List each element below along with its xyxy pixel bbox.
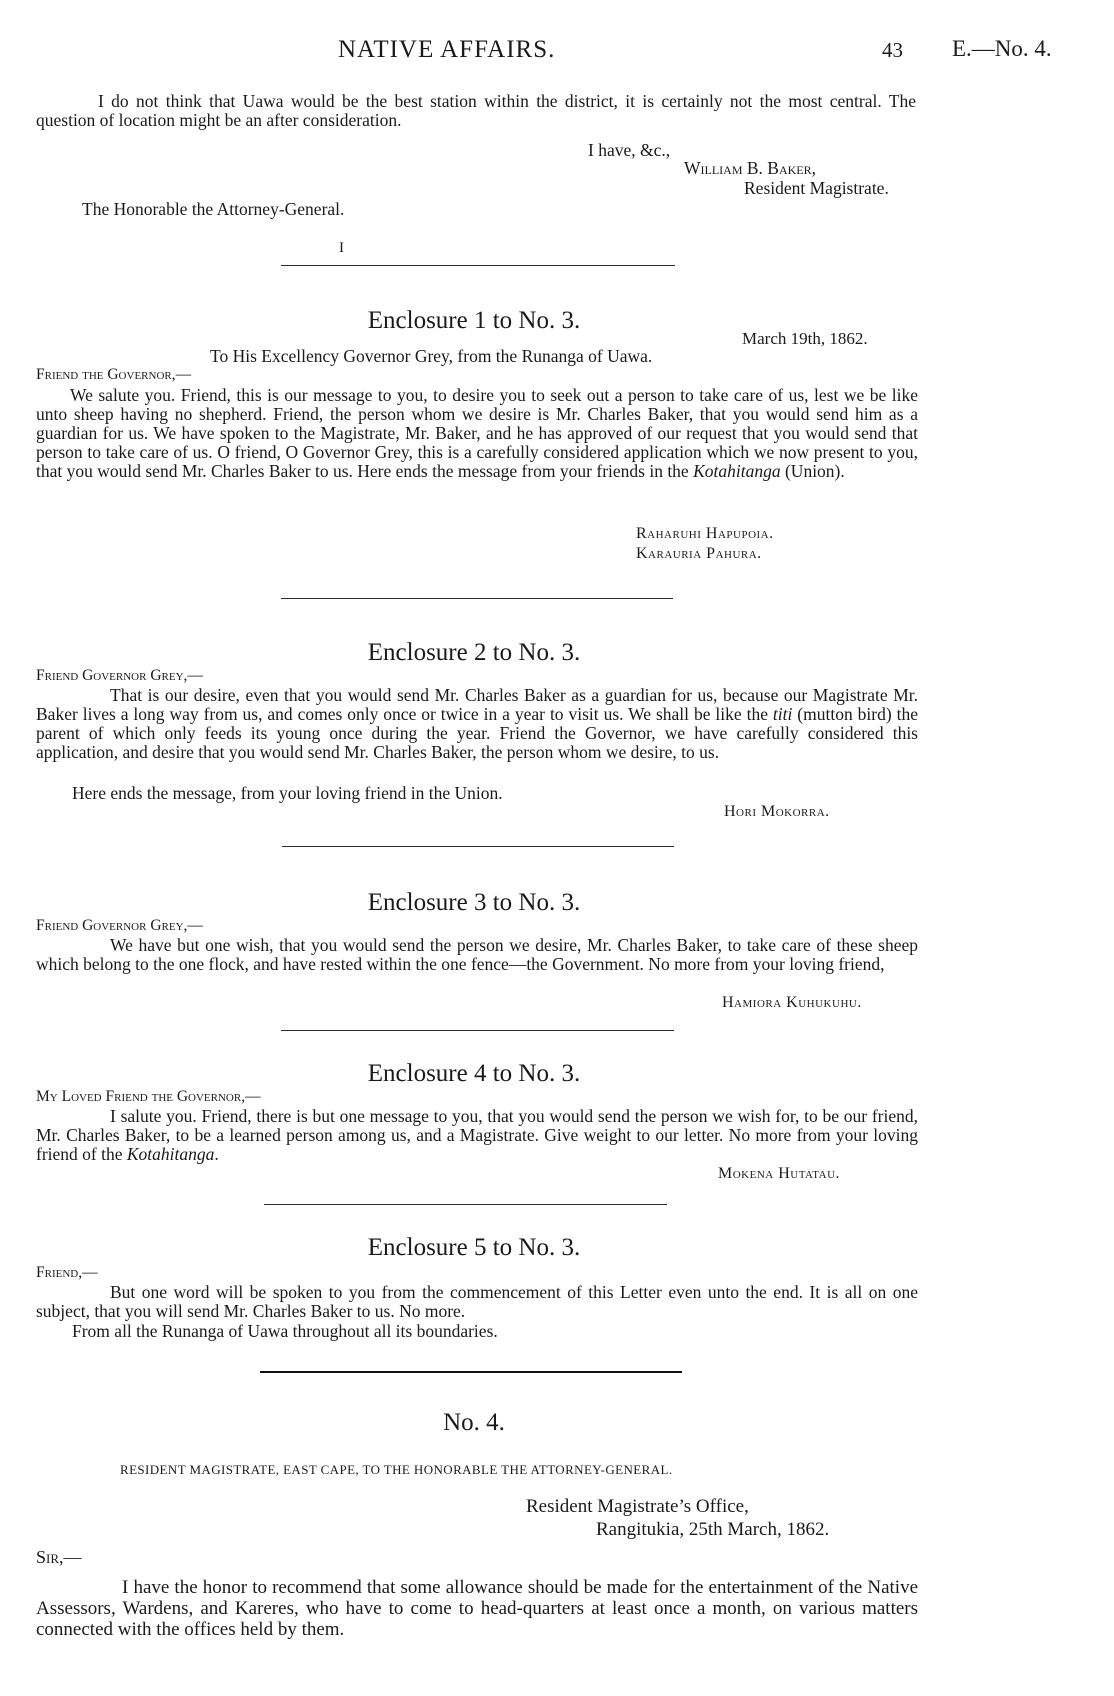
enclosure-4-body-text-b: . <box>214 1144 219 1164</box>
enclosure-1-body-text-b: (Union). <box>780 461 845 481</box>
no4-body: I have the honor to recommend that some allowance should be made for the entertainment of the Native Assessors, Wardens, and Kareres, who have to come to head-quarters at least once a month, on various matters connected with the offices held by them. <box>36 1577 918 1640</box>
page-number: 43 <box>882 38 903 62</box>
enclosure-2-salutation: Friend Governor Grey,— <box>36 667 203 684</box>
enclosure-1-body-italic: Kotahitanga <box>693 461 781 481</box>
enclosure-1-signature-1: Raharuhi Hapupoia. <box>636 525 774 542</box>
enclosure-1-salutation: Friend the Governor,— <box>36 366 192 383</box>
enclosure-1-body <box>36 386 918 481</box>
enclosure-3-heading: Enclosure 3 to No. 3. <box>367 889 581 916</box>
page-header-title: NATIVE AFFAIRS. <box>338 36 556 63</box>
divider-rule-1 <box>281 265 675 266</box>
enclosure-4-salutation: My Loved Friend the Governor,— <box>36 1088 261 1105</box>
top-letter-paragraph: I do not think that Uawa would be the best station within the district, it is certainly not the most central. The question of location might be an after consideration. <box>36 91 916 130</box>
enclosure-1-date: March 19th, 1862. <box>742 329 868 348</box>
document-reference: E.—No. 4. <box>952 36 1052 61</box>
enclosure-4-body-italic: Kotahitanga <box>126 1144 215 1164</box>
enclosure-2-heading: Enclosure 2 to No. 3. <box>367 639 581 666</box>
enclosure-1-to-line: To His Excellency Governor Grey, from the Runanga of Uawa. <box>210 346 653 366</box>
enclosure-1-signature-2: Karauria Pahura. <box>636 545 762 562</box>
enclosure-4-body <box>36 1107 918 1164</box>
enclosure-2-body-text-a: That is our desire, even that you would send Mr. Charles Baker as a guardian for us, because our Magistrate Mr. Baker lives a long way from us, and comes only once or twice in a year to visit us. We shall be like the <box>36 685 918 724</box>
enclosure-4-body-text-a: I salute you. Friend, there is but one message to you, that you would send the person we wish for, to be our friend, Mr. Charles Baker, to be a learned person among us, and a Magistrate. Give weight to our letter. No more from your loving friend of the <box>36 1106 918 1164</box>
top-letter-addressee: The Honorable the Attorney-General. <box>82 199 345 219</box>
no4-subheading: RESIDENT MAGISTRATE, EAST CAPE, TO THE HONORABLE THE ATTORNEY-GENERAL. <box>120 1462 673 1477</box>
enclosure-2-signature: Hori Mokorra. <box>724 803 830 820</box>
enclosure-2-body <box>36 686 918 762</box>
no4-office: Resident Magistrate’s Office, <box>526 1496 749 1517</box>
no4-salutation: Sir,— <box>36 1547 82 1567</box>
enclosure-5-salutation: Friend,— <box>36 1264 98 1281</box>
enclosure-2-body-italic: titi <box>772 704 793 724</box>
divider-rule-6 <box>260 1371 682 1373</box>
no4-heading: No. 4. <box>443 1409 505 1436</box>
enclosure-3-salutation: Friend Governor Grey,— <box>36 917 203 934</box>
enclosure-2-closing: Here ends the message, from your loving friend in the Union. <box>72 783 503 803</box>
divider-rule-5 <box>264 1204 667 1205</box>
stray-mark: I <box>339 240 344 256</box>
enclosure-4-signature: Mokena Hutatau. <box>718 1165 841 1182</box>
divider-rule-4 <box>281 1030 674 1031</box>
top-letter-signer-title: Resident Magistrate. <box>744 178 889 198</box>
enclosure-3-signature: Hamiora Kuhukuhu. <box>722 994 862 1011</box>
enclosure-2-body-text-b: (mutton bird) the parent of which only feeds its young once during the year. Friend the Governor, we have carefully considered this application, and desire that you would send Mr. Charles Baker, the person whom we desire, to us. <box>36 704 918 762</box>
enclosure-5-body: But one word will be spoken to you from the commencement of this Letter even unto the end. It is all on one subject, that you will send Mr. Charles Baker to us. No more. <box>36 1282 918 1321</box>
enclosure-1-body-text-a: We salute you. Friend, this is our message to you, to desire you to seek out a person to take care of us, lest we be like unto sheep having no shepherd. Friend, the person whom we desire is Mr. Charles Baker, that you would send him as a guardian for us. We have spoken to the Magistrate, Mr. Baker, and he has approved of our request that you would send that person to take care of us. O friend, O Governor Grey, this is a carefully considered application which we now present to you, that you would send Mr. Charles Baker to us. Here ends the message from your friends in the <box>36 385 918 481</box>
enclosure-5-closing: From all the Runanga of Uawa throughout all its boundaries. <box>72 1321 498 1341</box>
no4-place-date: Rangitukia, 25th March, 1862. <box>596 1519 830 1540</box>
divider-rule-2 <box>281 598 673 599</box>
enclosure-1-heading: Enclosure 1 to No. 3. <box>367 307 581 334</box>
divider-rule-3 <box>282 846 674 847</box>
enclosure-3-body: We have but one wish, that you would send the person we desire, Mr. Charles Baker, to take care of these sheep which belong to the one flock, and have rested within the one fence—the Government. No more from your loving friend, <box>36 935 918 974</box>
top-letter-closing: I have, &c., <box>588 140 671 160</box>
top-letter-signer: William B. Baker, <box>684 158 817 178</box>
enclosure-4-heading: Enclosure 4 to No. 3. <box>367 1060 581 1087</box>
enclosure-5-heading: Enclosure 5 to No. 3. <box>367 1234 581 1261</box>
